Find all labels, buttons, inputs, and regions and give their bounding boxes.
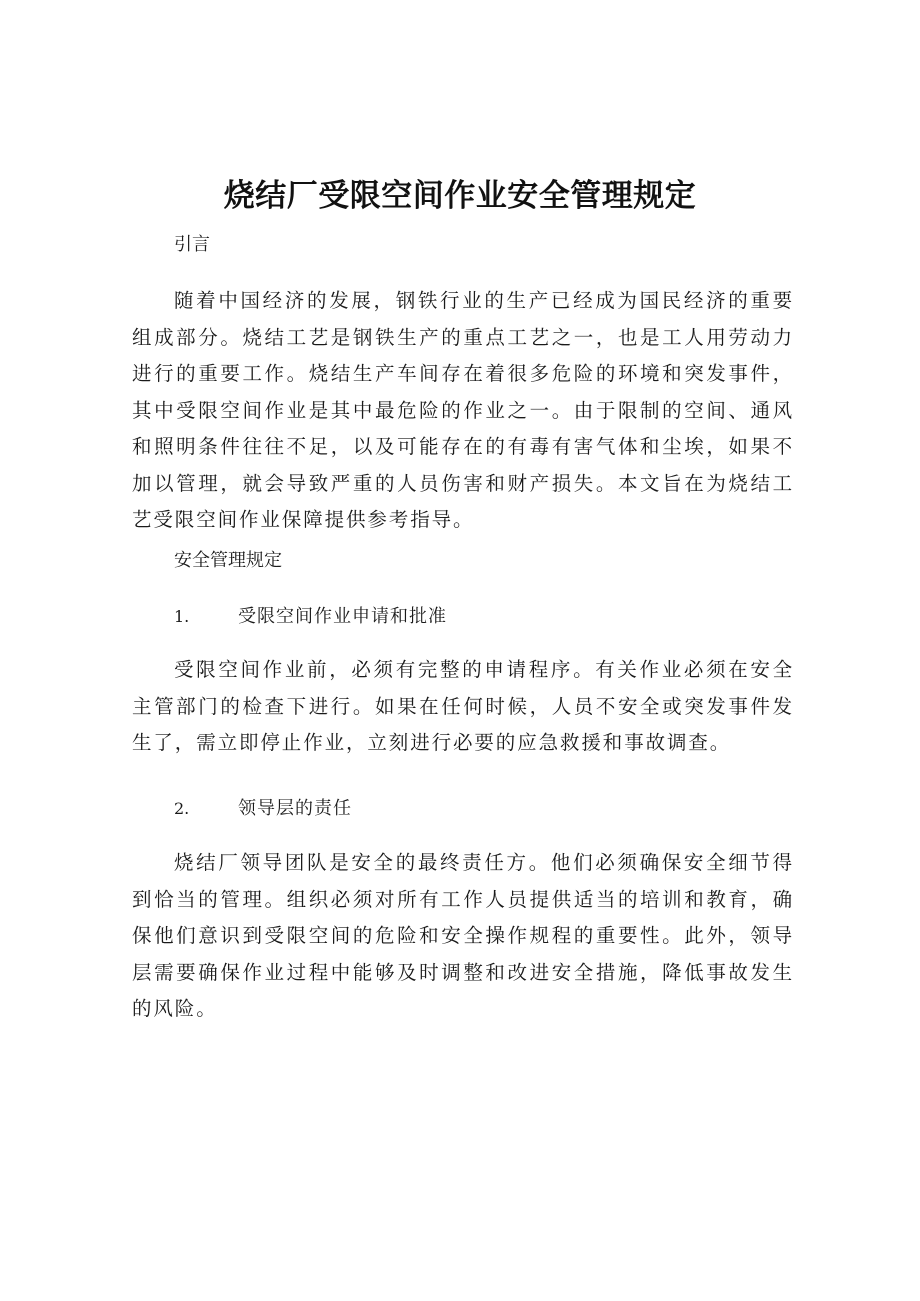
item-2-heading-row [174,796,352,822]
intro-paragraph: 随着中国经济的发展，钢铁行业的生产已经成为国民经济的重要组成部分。烧结工艺是钢铁生产的重点工艺之一，也是工人用劳动力进行的重要工作。烧结生产车间存在着很多危险的环境和突发事件，其中受限空间作业是其中最危险的作业之一。由于限制的空间、通风和照明条件往往不足，以及可能存在的有毒有害气体和尘埃，如果不加以管理，就会导致严重的人员伤害和财产损失。本文旨在为烧结工艺受限空间作业保障提供参考指导。 [132,289,794,531]
section-heading: 安全管理规定 [174,550,282,571]
item-1-paragraph: 受限空间作业前，必须有完整的申请程序。有关作业必须在安全主管部门的检查下进行。如果在任何时候，人员不安全或突发事件发生了，需立即停止作业，立刻进行必要的应急救援和事故调查。 [132,658,794,754]
item-2-heading: 领导层的责任 [238,798,352,819]
item-2-number: 2. [174,799,190,818]
item-1-heading-row [174,604,447,630]
item-1-heading: 受限空间作业申请和批准 [238,606,447,627]
document-title: 烧结厂受限空间作业安全管理规定 [223,178,697,214]
item-2-paragraph: 烧结厂领导团队是安全的最终责任方。他们必须确保安全细节得到恰当的管理。组织必须对所有工作人员提供适当的培训和教育，确保他们意识到受限空间的危险和安全操作规程的重要性。此外，领导层需要确保作业过程中能够及时调整和改进安全措施，降低事故发生的风险。 [132,851,794,1020]
item-1-number: 1. [174,607,190,626]
intro-heading: 引言 [174,234,210,255]
